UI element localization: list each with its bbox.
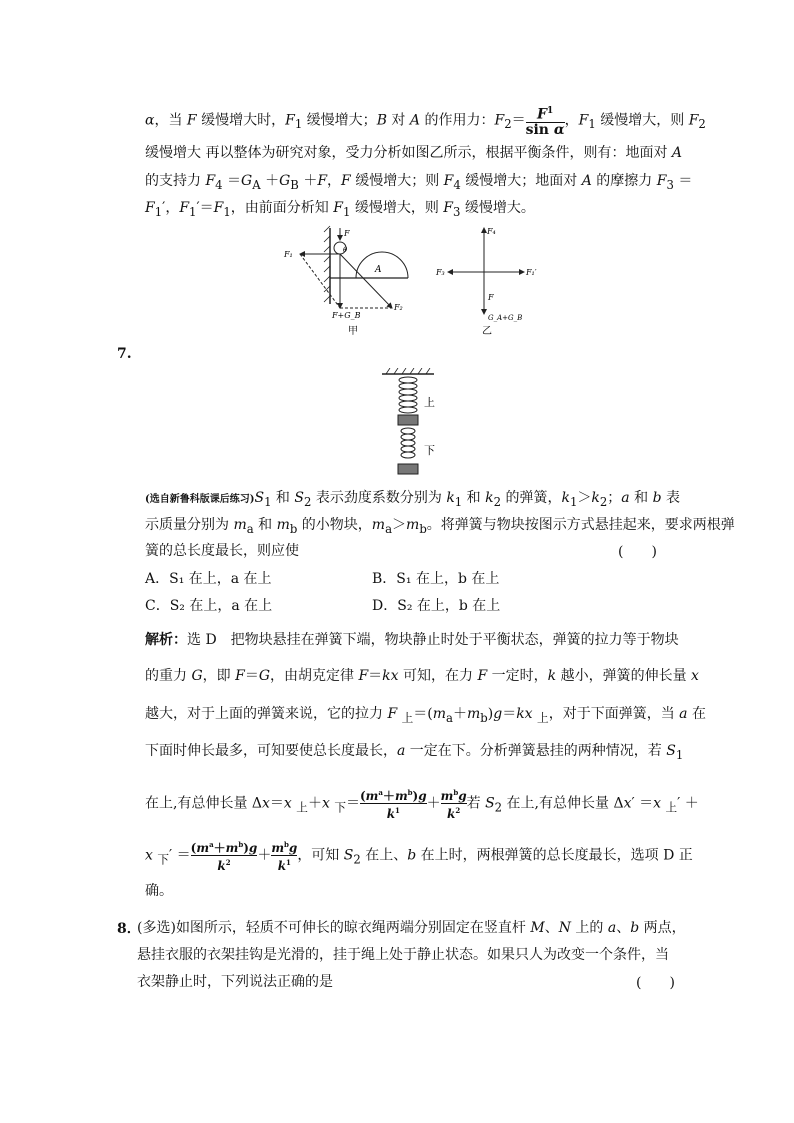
analysis-label: 解析： — [145, 632, 187, 648]
q8-stem-2: 悬挂衣服的衣架挂钩是光滑的，挂于绳上处于静止状态。如果只人为改变一个条件，当 — [137, 947, 669, 963]
q7-number: 7. — [117, 346, 132, 362]
force-diagram-jia — [280, 222, 420, 342]
q6-line-4: $F_1'$，$F_1'=F_1$，由前面分析知 $F_1$ 缓慢增大，则 $F_3$ 缓慢增大。 — [145, 200, 535, 219]
q7-analysis-7: 确。 — [145, 883, 173, 899]
q7-option-a[interactable]: A．S₁ 在上，a 在上 — [145, 571, 272, 587]
caption-jia: 甲 — [348, 326, 358, 337]
q7-option-c[interactable]: C．S₂ 在上，a 在上 — [145, 598, 273, 614]
label-f: F — [344, 229, 350, 238]
caption-yi: 乙 — [482, 326, 492, 337]
q8-stem-1: (多选)如图所示，轻质不可伸长的晾衣绳两端分别固定在竖直杆 M、N 上的 a、b 两点， — [137, 920, 686, 936]
q6-line-2: 缓慢增大 再以整体为研究对象，受力分析如图乙所示，根据平衡条件，则有：地面对 A — [145, 145, 683, 161]
q7-stem-2: 示质量分别为 $m_a$ 和 $m_b$ 的小物块，$m_a>m_b$。将弹簧与物块按图示方式悬挂起来，要求两根弹 — [145, 517, 735, 536]
q7-analysis-6: x $_下$′ ＝ $\frac{(m^a+m^b)g}{k^2}$ ＋ $m^bg$ $k^1$ ，可知 $S_2$ 在上、b 在上时，两根弹簧的总长度最长，选项 D 正 — [145, 840, 693, 873]
source-tag: (选自新鲁科版课后练习) — [145, 494, 255, 505]
q7-option-d[interactable]: D．S₂ 在上，b 在上 — [372, 598, 501, 614]
q7-stem-1: (选自新鲁科版课后练习)$S_1$ 和 $S_2$ 表示劲度系数分别为 $k_1$ 和 $k_2$ 的弹簧，$k_1>k_2$；a 和 b 表 — [145, 490, 680, 509]
q7-analysis-1: 解析：选 D 把物块悬挂在弹簧下端，物块静止时处于平衡状态，弹簧的拉力等于物块 — [145, 632, 679, 648]
q6-line-3: 的支持力 $F_4 =G_A +G_B +F$，F 缓慢增大；则 $F_4$ 缓慢增大；地面对 A 的摩擦力 $F_3$ ＝ — [145, 173, 693, 192]
q7-answer-paren: ( ) — [618, 544, 657, 560]
q6-line-1: α，当 F 缓慢增大时，$F_1$ 缓慢增大；B 对 A 的作用力：$F_2=$ $\frac{F^1}{\text{sin α}}$ ，$F_1$ 缓慢增大，则 $F_2$ — [145, 106, 706, 138]
q7-analysis-2: 的重力 G，即 F＝G，由胡克定律 F＝kx 可知，在力 F 一定时，k 越小，弹簧的伸长量 x — [145, 668, 699, 684]
label-f3: F₃ — [436, 268, 445, 277]
q7-analysis-3: 越大，对于上面的弹簧来说，它的拉力 F $_上=(m_a+m_b)g=kx$ $_上$，对于下面弹簧，当 a 在 — [145, 706, 706, 725]
q7-stem-3: 簧的总长度最长，则应使 — [145, 543, 299, 559]
label-a: A — [375, 265, 382, 275]
label-f1: F₁ — [284, 250, 293, 259]
label-f1-prime: F₁′ — [526, 268, 537, 277]
force-diagram-yi — [432, 222, 552, 342]
label-f2: F₂ — [394, 303, 403, 312]
label-lower: 下 — [424, 444, 435, 457]
q7-option-b[interactable]: B．S₁ 在上，b 在上 — [372, 571, 500, 587]
q8-stem-3: 衣架静止时，下列说法正确的是 — [137, 974, 333, 990]
q8-answer-paren: ( ) — [636, 975, 675, 991]
q8-number: 8． — [117, 921, 141, 937]
label-f4: F₄ — [487, 227, 496, 236]
label-f-yi: F — [488, 293, 494, 302]
q8-tag: (多选) — [137, 920, 176, 936]
spring-diagram — [378, 368, 448, 480]
q7-analysis-5: 在上,有总伸长量 Δx＝x $_上$＋x $_下$＝ $\frac{(m^a+m^b)g}{k^1}$ ＋ $m^bg$ $k^2$ 若 $S_2$ 在上,有总伸长量 Δx′ ＝x $_上$′ ＋ — [145, 788, 699, 821]
label-theta: θ — [343, 246, 348, 254]
label-upper: 上 — [424, 396, 435, 409]
q7-analysis-4: 下面时伸长最多，可知要使总长度最长，a 一定在下。分析弹簧悬挂的两种情况，若 $S_1$ — [145, 743, 684, 762]
label-g: G_A+G_B — [488, 314, 523, 322]
label-fg: F+G_B — [332, 311, 361, 320]
